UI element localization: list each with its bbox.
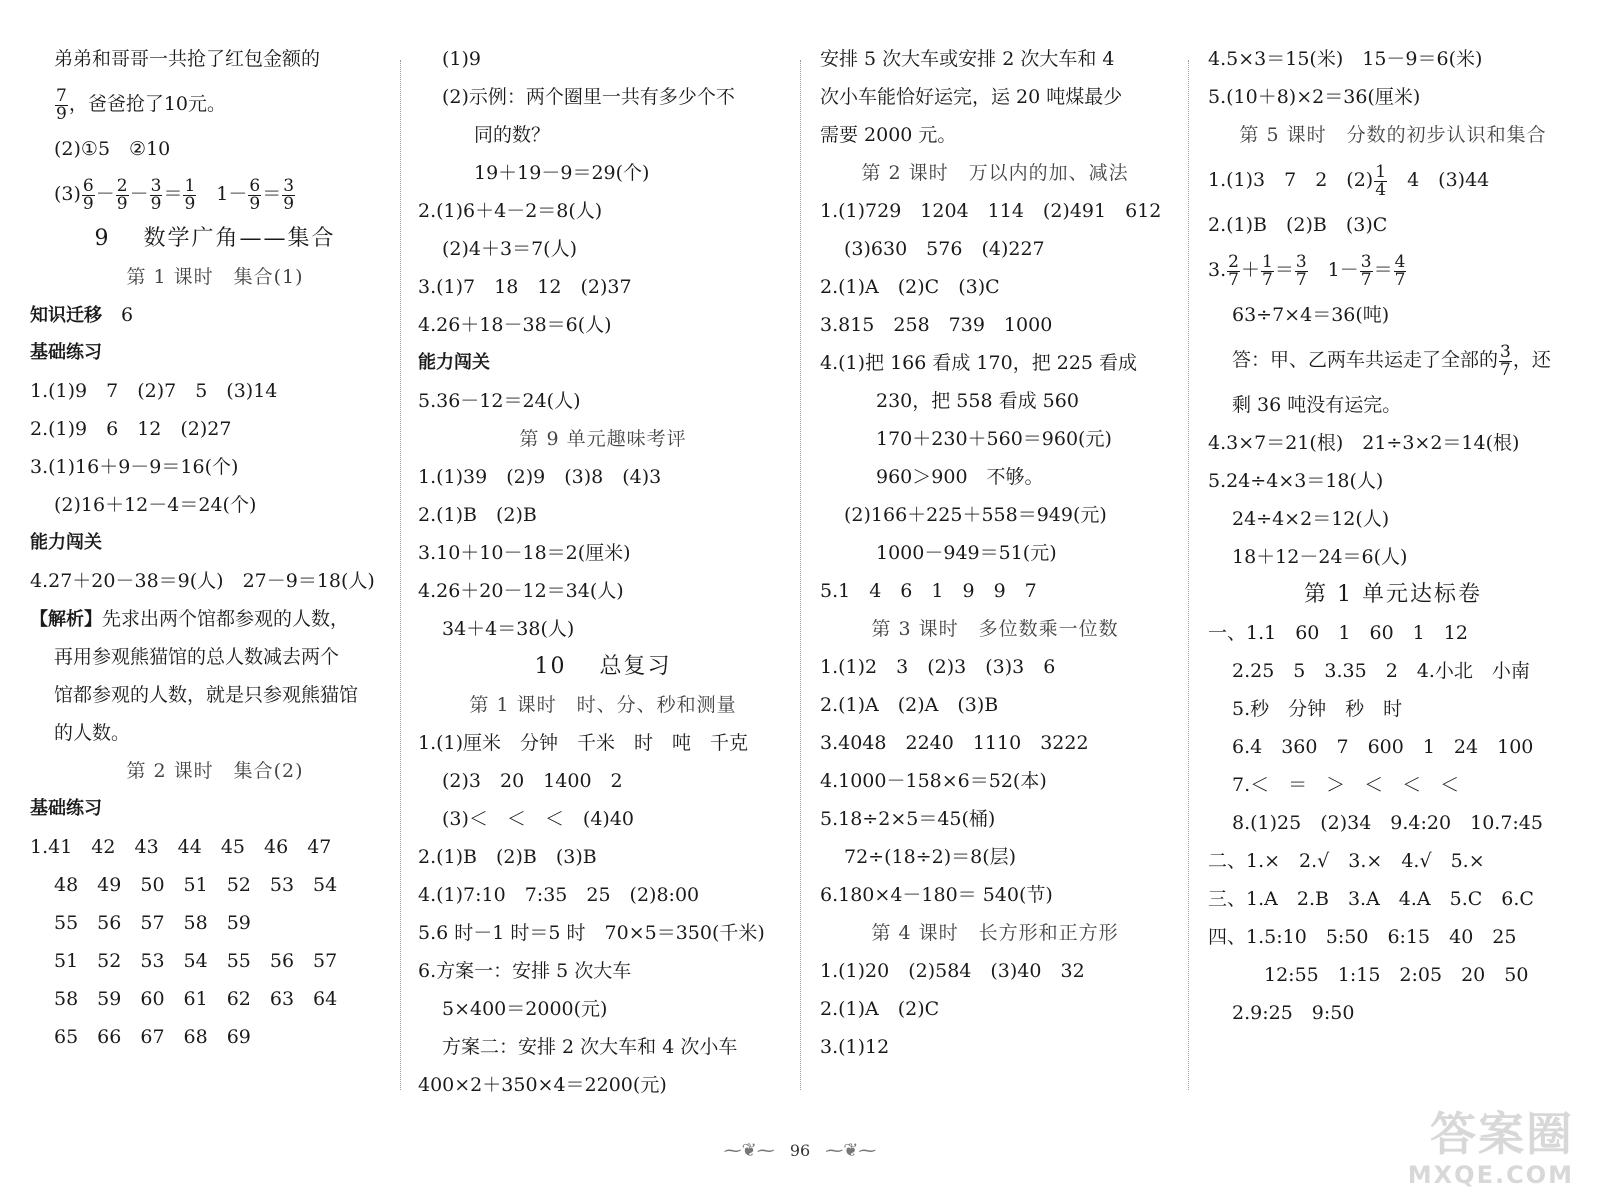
column-divider <box>400 60 401 1090</box>
text-line: 6.方案一：安排 5 次大车 <box>418 960 632 982</box>
text-line: 的人数。 <box>54 722 131 744</box>
text-line: 1.41 42 43 44 45 46 47 <box>30 836 332 858</box>
text-line: 48 49 50 51 52 53 54 <box>54 874 338 896</box>
text-line: 2.(1)A (2)C (3)C <box>820 276 1000 298</box>
text-line: 4.5×3＝15(米) 15－9＝6(米) <box>1208 48 1483 70</box>
fraction: $\frac{1}{4}$ <box>1375 161 1387 200</box>
watermark <box>1407 1098 1574 1189</box>
column-divider <box>1188 60 1189 1090</box>
text-line: 51 52 53 54 55 56 57 <box>54 950 338 972</box>
text-line: 安排 5 次大车或安排 2 次大车和 4 <box>820 48 1115 70</box>
text-line: 19＋19－9＝29(个) <box>474 162 650 184</box>
text-line: 5×400＝2000(元) <box>442 998 608 1020</box>
text-line: 24÷4×2＝12(人) <box>1232 508 1390 530</box>
text-line: 同的数？ <box>474 124 551 146</box>
text-line: 8.(1)25 (2)34 9.4:20 10.7:45 <box>1232 812 1543 834</box>
text-line: 230，把 558 看成 560 <box>876 390 1079 412</box>
text-line: 剩 36 吨没有运完。 <box>1232 394 1402 416</box>
text-line: 4.1000－158×6＝52(本) <box>820 770 1047 792</box>
column-3 <box>820 40 1170 1066</box>
text-line: (2)16＋12－4＝24(个) <box>54 494 257 516</box>
section-heading: 基础练习 <box>30 342 102 363</box>
text-line: 1.(1)39 (2)9 (3)8 (4)3 <box>418 466 662 488</box>
text-line: 72÷(18÷2)＝8(层) <box>844 846 1017 868</box>
lesson-title: 第 2 课时 万以内的加、减法 <box>861 162 1129 184</box>
text-line: 答：甲、乙两车共运走了全部的 $\frac{3}{7}$ ，还 <box>1232 341 1551 380</box>
lesson-title: 第 4 课时 长方形和正方形 <box>871 922 1119 944</box>
text-line: 2.(1)B (2)B <box>418 504 537 526</box>
text-line: 58 59 60 61 62 63 64 <box>54 988 338 1010</box>
test-title: 第 1 单元达标卷 <box>1304 582 1482 607</box>
text-line: 3.4048 2240 1110 3222 <box>820 732 1089 754</box>
text-line: 需要 2000 元。 <box>820 124 957 146</box>
text-line: 4.26＋18－38＝6(人) <box>418 314 612 336</box>
section-heading: 能力闯关 <box>30 532 102 553</box>
review-title: 第 9 单元趣味考评 <box>519 428 687 450</box>
unit-title: 9 数学广角——集合 <box>94 226 336 251</box>
section-heading: 能力闯关 <box>418 352 490 373</box>
text-line: (2)①5 ②10 <box>54 138 171 160</box>
text-line: 4.(1)把 166 看成 170，把 225 看成 <box>820 352 1138 374</box>
text-line: 【解析】先求出两个馆都参观的人数， <box>30 608 350 630</box>
text-line: (3)＜ ＜ ＜ (4)40 <box>442 808 635 830</box>
text-line: 18＋12－24＝6(人) <box>1232 546 1408 568</box>
text-line: 3.815 258 739 1000 <box>820 314 1053 336</box>
text-line: (2)166＋225＋558＝949(元) <box>844 504 1107 526</box>
text-line: 5.6 时－1 时＝5 时 70×5＝350(千米) <box>418 922 765 944</box>
text-line: 一、1.1 60 1 60 1 12 <box>1208 622 1468 644</box>
text-line: 二、1.× 2.√ 3.× 4.√ 5.× <box>1208 850 1485 872</box>
lesson-title: 第 5 课时 分数的初步认识和集合 <box>1239 124 1547 146</box>
unit-title: 10 总复习 <box>534 654 672 679</box>
section-heading: 基础练习 <box>30 798 102 819</box>
text-line: 方案二：安排 2 次大车和 4 次小车 <box>442 1036 738 1058</box>
ornament-right-icon: ⁓❦⁓ <box>825 1140 877 1161</box>
text-line: 6.4 360 7 600 1 24 100 <box>1232 736 1534 758</box>
lesson-title: 第 2 课时 集合(2) <box>126 760 304 782</box>
text-line: 5.24÷4×3＝18(人) <box>1208 470 1384 492</box>
text-line: 1.(1)厘米 分钟 千米 时 吨 千克 <box>418 732 749 754</box>
text-line: 4.(1)7:10 7:35 25 (2)8:00 <box>418 884 700 906</box>
fraction: $\frac{7}{9}$ <box>56 85 67 124</box>
text-line: 2.9:25 9:50 <box>1232 1002 1355 1024</box>
text-line: 3.(1)12 <box>820 1036 890 1058</box>
text-line: (3)630 576 (4)227 <box>844 238 1045 260</box>
text-line: 1.(1)9 7 (2)7 5 (3)14 <box>30 380 278 402</box>
column-1 <box>30 40 400 1056</box>
text-line: 65 66 67 68 69 <box>54 1026 251 1048</box>
text-line: 三、1.A 2.B 3.A 4.A 5.C 6.C <box>1208 888 1534 910</box>
text-line: 2.(1)B (2)B (3)B <box>418 846 597 868</box>
text-line: 12:55 1:15 2:05 20 50 <box>1264 964 1529 986</box>
text-line: 7.＜ ＝ ＞ ＜ ＜ ＜ <box>1232 774 1460 796</box>
lesson-title: 第 1 课时 集合(1) <box>126 266 304 288</box>
watermark-logo: 答案圈 <box>1430 1107 1574 1161</box>
text-line: 5.秒 分钟 秒 时 <box>1232 698 1403 720</box>
watermark-url: MXQE.COM <box>1407 1161 1574 1189</box>
lesson-title: 第 3 课时 多位数乘一位数 <box>871 618 1119 640</box>
lesson-title: 第 1 课时 时、分、秒和测量 <box>469 694 737 716</box>
text-line: 5.1 4 6 1 9 9 7 <box>820 580 1037 602</box>
column-2 <box>418 40 788 1104</box>
text-line: 1.(1)2 3 (2)3 (3)3 6 <box>820 656 1056 678</box>
column-divider <box>800 60 801 1090</box>
column-4 <box>1208 40 1578 1032</box>
fraction-equation: 3. $\frac{2}{7}$ ＋ $\frac{1}{7}$ ＝ $\frac{3}{7}$ 1－ $\frac{3}{7}$ ＝ $\frac{4}{7}$ <box>1208 251 1406 290</box>
text-line: 3.(1)7 18 12 (2)37 <box>418 276 632 298</box>
text-line: 3.(1)16＋9－9＝16(个) <box>30 456 239 478</box>
text-line: 四、1.5:10 5:50 6:15 40 25 <box>1208 926 1517 948</box>
text-line: (2)3 20 1400 2 <box>442 770 623 792</box>
text-line: 馆都参观的人数，就是只参观熊猫馆 <box>54 684 359 706</box>
text-line: 再用参观熊猫馆的总人数减去两个 <box>54 646 340 668</box>
text-line: 34＋4＝38(人) <box>442 618 575 640</box>
text-line: (2)示例：两个圈里一共有多少个不 <box>442 86 735 108</box>
text-line: 55 56 57 58 59 <box>54 912 251 934</box>
text-line: 2.(1)B (2)B (3)C <box>1208 214 1388 236</box>
text-line: 400×2＋350×4＝2200(元) <box>418 1074 667 1096</box>
text-line: 弟弟和哥哥一共抢了红包金额的 <box>54 48 321 70</box>
text-line: 2.(1)9 6 12 (2)27 <box>30 418 232 440</box>
text-line: 3.10＋10－18＝2(厘米) <box>418 542 631 564</box>
text-line: 2.(1)A (2)A (3)B <box>820 694 999 716</box>
ornament-left-icon: ⁓❦⁓ <box>723 1140 775 1161</box>
text-line: 2.(1)A (2)C <box>820 998 940 1020</box>
text-line: 5.36－12＝24(人) <box>418 390 581 412</box>
text-line: 5.(10＋8)×2＝36(厘米) <box>1208 86 1421 108</box>
text-line: 170＋230＋560＝960(元) <box>876 428 1112 450</box>
page-number: 96 <box>789 1141 811 1160</box>
text-line: $\frac{7}{9}$ ，爸爸抢了10元。 <box>56 85 227 124</box>
text-line: 1000－949＝51(元) <box>876 542 1057 564</box>
text-line: 5.18÷2×5＝45(桶) <box>820 808 996 830</box>
fraction: $\frac{3}{7}$ <box>1500 341 1511 380</box>
text-line: 1.(1)20 (2)584 (3)40 32 <box>820 960 1085 982</box>
text-line: 4.27＋20－38＝9(人) 27－9＝18(人) <box>30 570 375 592</box>
fraction-equation: (3) $\frac{6}{9}$ － $\frac{2}{9}$ － $\frac{3}{9}$ ＝ $\frac{1}{9}$ 1－ $\frac{6}{9}$ ＝ $\frac{3}{9}$ <box>54 175 295 214</box>
text-line: 4.3×7＝21(根) 21÷3×2＝14(根) <box>1208 432 1520 454</box>
text-line: (1)9 <box>442 48 482 70</box>
text-line: (2)4＋3＝7(人) <box>442 238 578 260</box>
text-line: 知识迁移 6 <box>30 304 134 326</box>
text-line: 960＞900 不够。 <box>876 466 1044 488</box>
page-footer <box>0 1140 1600 1161</box>
text-line: 4.26＋20－12＝34(人) <box>418 580 624 602</box>
text-line: 63÷7×4＝36(吨) <box>1232 304 1390 326</box>
text-line: 次小车能恰好运完，运 20 吨煤最少 <box>820 86 1123 108</box>
text-line: 1.(1)729 1204 114 (2)491 612 <box>820 200 1162 222</box>
text-line: 2.25 5 3.35 2 4.小北 小南 <box>1232 660 1530 682</box>
text-line: 6.180×4－180＝ 540(节) <box>820 884 1053 906</box>
text-line: 1.(1)3 7 2 (2) $\frac{1}{4}$ 4 (3)44 <box>1208 161 1490 200</box>
text-line: 2.(1)6＋4－2＝8(人) <box>418 200 603 222</box>
